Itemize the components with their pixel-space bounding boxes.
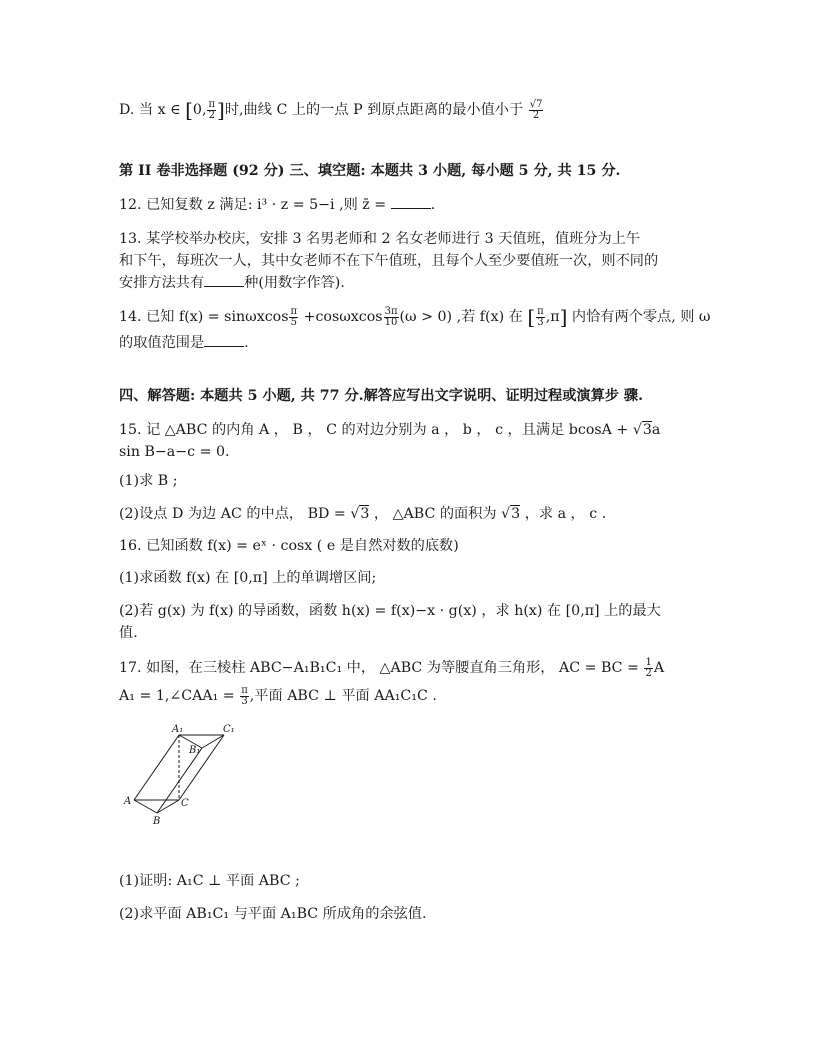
question-17-line1: 17. 如图，在三棱柱 ABC−A₁B₁C₁ 中， △ABC 为等腰直角三角形， AC = BC = $\frac{1}{2}$ A [119, 656, 665, 679]
question-16-part1: (1)求函数 f(x) 在 [0,π] 上的单调增区间; [119, 570, 377, 586]
label-b: B [153, 816, 161, 827]
label-a: A [124, 796, 132, 807]
question-15-line1: 15. 记 △ABC 的内角 A ， B ， C 的对边分别为 a ， b ， c ，且满足 bcosA + √3a [119, 422, 661, 438]
label-a1: A₁ [172, 724, 184, 735]
edge-ab [134, 800, 157, 813]
option-d-prefix: D. 当 x ∈ [119, 102, 186, 118]
question-15-part2: (2)设点 D 为边 AC 的中点， BD = √3 ， △ABC 的面积为 √3 ，求 a ， c . [119, 506, 607, 522]
question-13-line1: 13. 某学校举办校庆，安排 3 名男老师和 2 名女老师进行 3 天值班，值班分为上午 [119, 231, 641, 247]
question-17-part2: (2)求平面 AB₁C₁ 与平面 A₁BC 所成角的余弦值. [119, 906, 427, 922]
pi-over-2: $\frac{\pi}{2}$ [208, 98, 216, 121]
question-12: 12. 已知复数 z 满足: i³ · z = 5−i ,则 z̄ = . [119, 194, 435, 216]
label-c: C [181, 798, 189, 809]
answer-blank [391, 194, 431, 209]
prism-figure [119, 720, 279, 830]
answer-blank [204, 272, 244, 287]
question-15-part1: (1)求 B ; [119, 473, 178, 489]
edge-b1c1 [202, 735, 224, 748]
question-14-line1: 14. 已知 f(x) = sinωxcos $\frac{\pi}{5}$ +cosωxcos $\frac{3\pi}{10}$ (ω > 0) ,若 f(x) 在 [ $\frac{\pi}{3}$ ,π] 内恰有两个零点, 则 ω [119, 305, 711, 329]
question-13-line3: 安排方法共有 种(用数字作答). [119, 272, 345, 294]
question-13-line2: 和下午，每班次一人，其中女老师不在下午值班，且每个人至少要值班一次，则不同的 [119, 253, 659, 269]
sqrt7-over-2: $\frac{√7}{2}$ [529, 98, 543, 121]
edge-cc1 [179, 735, 224, 800]
question-16-part2-line1: (2)若 g(x) 为 f(x) 的导函数，函数 h(x) = f(x)−x · g(x) ，求 h(x) 在 [0,π] 上的最大 [119, 603, 661, 619]
option-d: D. 当 x ∈ [0, $\frac{\pi}{2}$ ]时,曲线 C 上的一点 P 到原点距离的最小值小于 $\frac{√7}{2}$ [119, 98, 543, 122]
question-16-part2-line2: 值. [119, 625, 138, 641]
edge-bc [157, 800, 179, 813]
question-17-part1: (1)证明: A₁C ⊥ 平面 ABC ; [119, 873, 300, 889]
question-17-line2: A₁ = 1,∠CAA₁ = $\frac{\pi}{3}$ ,平面 ABC ⊥ 平面 AA₁C₁C . [119, 684, 437, 707]
section-2-heading: 第 II 卷非选择题 (92 分) 三、填空题: 本题共 3 小题, 每小题 5 分, 共 15 分. [119, 163, 621, 179]
section-4-heading: 四、解答题: 本题共 5 小题, 共 77 分.解答应写出文字说明、证明过程或演算步 骤. [119, 388, 644, 404]
question-14-line2: 的取值范围是 . [119, 332, 249, 354]
question-16-line1: 16. 已知函数 f(x) = eˣ · cosx ( e 是自然对数的底数) [119, 538, 459, 554]
label-b1: B₁ [189, 745, 201, 756]
question-15-line2: sin B−a−c = 0. [119, 444, 230, 460]
label-c1: C₁ [223, 724, 235, 735]
answer-blank [204, 332, 244, 347]
